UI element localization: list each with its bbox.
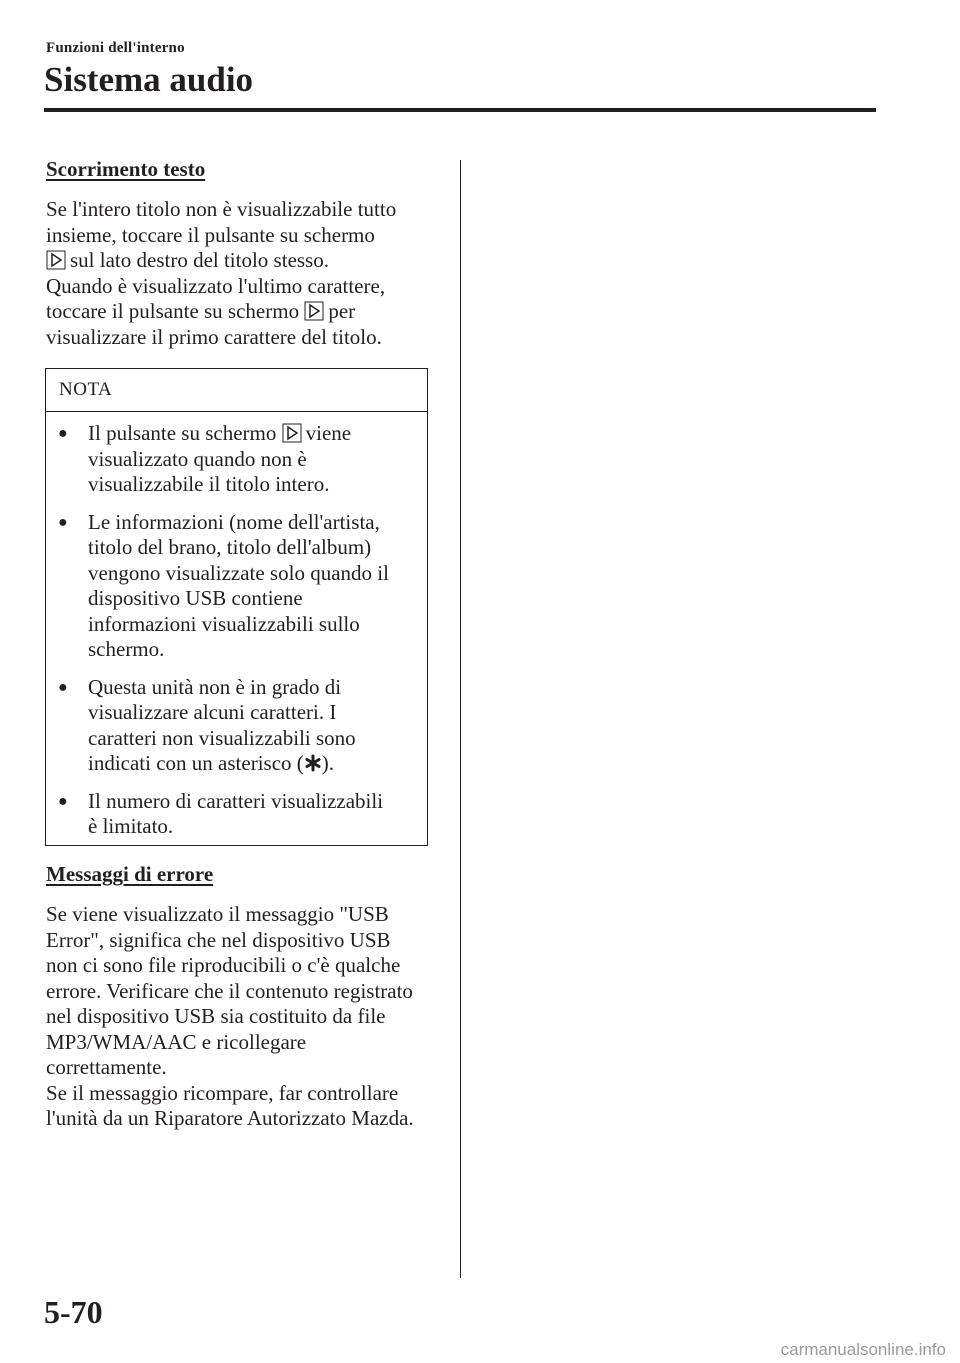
text-line: schermo. xyxy=(88,637,165,661)
section-label: Funzioni dell'interno xyxy=(46,40,185,56)
text-line: visualizzare il primo carattere del titolo. xyxy=(46,324,382,349)
text-line xyxy=(88,421,427,447)
text-line: nel dispositivo USB sia costituito da file xyxy=(46,1004,386,1028)
note-list xyxy=(46,421,427,852)
bullet-icon: ● xyxy=(58,513,68,531)
text-line: caratteri non visualizzabili sono xyxy=(88,725,356,750)
text-line: errore. Verificare che il contenuto registrato xyxy=(46,978,413,1003)
text-line: Error", significa che nel dispositivo USB xyxy=(46,927,391,952)
text-line: Le informazioni (nome dell'artista, xyxy=(88,509,380,534)
text-line: vengono visualizzate solo quando il xyxy=(88,560,389,585)
text-line: visualizzare alcuni caratteri. I xyxy=(88,700,337,724)
scroll-right-button-icon xyxy=(304,301,324,321)
scroll-right-button-icon xyxy=(282,423,302,443)
list-item xyxy=(46,421,427,498)
page-title: Sistema audio xyxy=(44,60,254,99)
scroll-right-button-icon xyxy=(46,250,66,270)
note-box xyxy=(45,368,428,846)
list-item xyxy=(46,675,427,777)
text-line xyxy=(46,299,446,325)
text-line: Questa unità non è in grado di xyxy=(88,674,342,699)
text-fragment: Il pulsante su schermo xyxy=(88,421,277,445)
text-fragment: ). xyxy=(321,751,335,775)
note-header: NOTA xyxy=(46,369,427,412)
text-line: correttamente. xyxy=(46,1055,167,1079)
scrolling-paragraph xyxy=(46,197,446,350)
text-line: insieme, toccare il pulsante su schermo xyxy=(46,222,375,247)
bullet-icon: ● xyxy=(58,425,68,442)
text-line: MP3/WMA/AAC e ricollegare xyxy=(46,1029,307,1054)
list-item xyxy=(46,789,427,840)
errors-paragraph xyxy=(46,902,446,1132)
text-line: titolo del brano, titolo dell'album) xyxy=(88,535,372,559)
text-line: Quando è visualizzato l'ultimo carattere, xyxy=(46,273,386,298)
text-fragment: indicati con un asterisco ( xyxy=(88,751,304,775)
text-line xyxy=(46,248,446,274)
text-line: Se l'intero titolo non è visualizzabile tutto xyxy=(46,197,397,221)
scrolling-heading: Scorrimento testo xyxy=(46,157,206,181)
page-number: 5-70 xyxy=(44,1294,103,1330)
text-fragment: sul lato destro del titolo stesso. xyxy=(70,248,329,272)
text-line: Se viene visualizzato il messaggio "USB xyxy=(46,902,389,926)
text-line: Se il messaggio ricompare, far controllare xyxy=(46,1080,399,1105)
errors-heading: Messaggi di errore xyxy=(46,862,214,886)
text-line: Il numero di caratteri visualizzabili xyxy=(88,788,384,813)
text-line: visualizzato quando non è xyxy=(88,446,307,471)
asterisk-icon xyxy=(304,753,322,771)
column-divider xyxy=(460,160,461,1278)
text-line: è limitato. xyxy=(88,814,174,838)
text-fragment: viene xyxy=(305,421,352,445)
text-fragment: per xyxy=(328,299,356,323)
bullet-icon: ● xyxy=(58,792,68,810)
text-line: dispositivo USB contiene xyxy=(88,586,303,610)
text-fragment: toccare il pulsante su schermo xyxy=(46,299,300,323)
bullet-icon: ● xyxy=(58,678,68,696)
text-line: informazioni visualizzabili sullo xyxy=(88,611,360,636)
watermark[interactable]: carmanualsonline.info xyxy=(780,1340,946,1359)
list-item xyxy=(46,510,427,663)
text-line: l'unità da un Riparatore Autorizzato Mazda. xyxy=(46,1106,414,1130)
text-line: visualizzabile il titolo intero. xyxy=(88,472,330,496)
text-line: non ci sono file riproducibili o c'è qualche xyxy=(46,953,401,977)
text-line xyxy=(88,751,427,777)
title-rule xyxy=(44,108,876,112)
